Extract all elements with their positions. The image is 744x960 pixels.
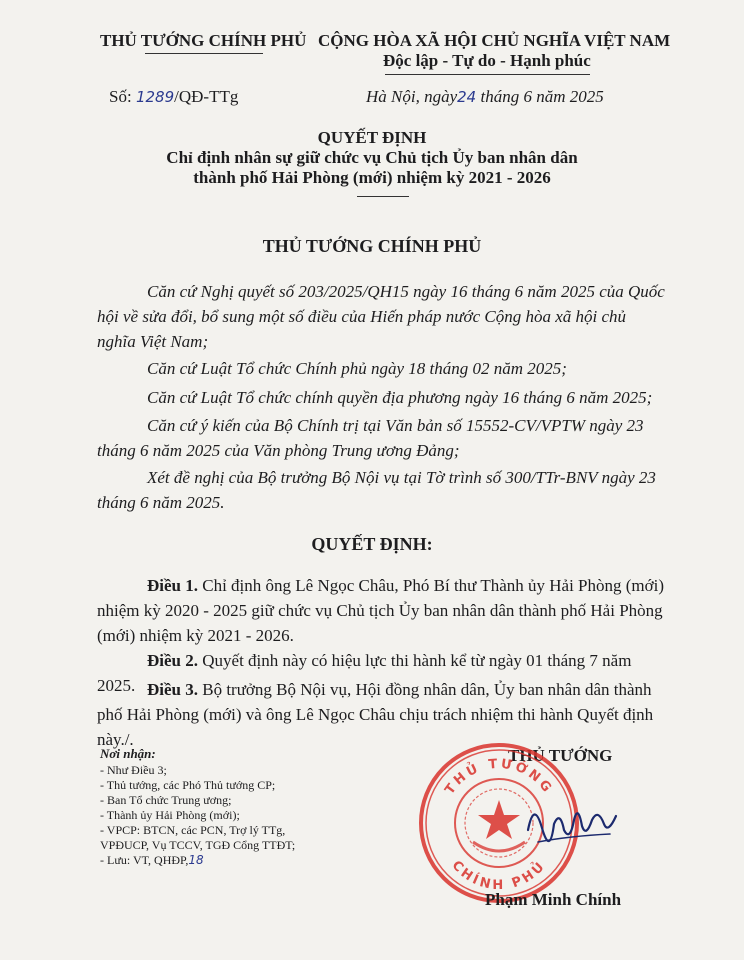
recipient-item: - Thủ tướng, các Phó Thủ tướng CP; xyxy=(100,778,276,792)
number-prefix: Số: xyxy=(109,87,132,106)
legal-basis-5: Xét đề nghị của Bộ trưởng Bộ Nội vụ tại Tờ trình số 300/TTr-BNV ngày 23 tháng 6 năm 2025. xyxy=(97,468,656,512)
handwritten-signature-icon xyxy=(520,790,620,860)
article-3-label: Điều 3. xyxy=(147,680,198,699)
handwritten-mark: 18 xyxy=(188,853,204,867)
legal-basis-1: Căn cứ Nghị quyết số 203/2025/QH15 ngày 16 tháng 6 năm 2025 của Quốc hội về sửa đổi, bổ sung một số điều của Hiến pháp nước Cộng hòa xã hội chủ nghĩa Việt Nam; xyxy=(97,282,665,351)
signer-title: THỦ TƯỚNG xyxy=(508,746,613,765)
article-2-label: Điều 2. xyxy=(147,651,198,670)
article-1-text: Chỉ định ông Lê Ngọc Châu, Phó Bí thư Thành ủy Hải Phòng (mới) nhiệm kỳ 2020 - 2025 giữ chức vụ Chủ tịch Ủy ban nhân dân thành phố Hải Phòng (mới) nhiệm kỳ 2021 - 2026. xyxy=(97,576,665,645)
recipient-item: - Ban Tổ chức Trung ương; xyxy=(100,793,232,807)
agency-name: THỦ TƯỚNG CHÍNH PHỦ xyxy=(100,31,307,50)
national-motto: Độc lập - Tự do - Hạnh phúc xyxy=(383,51,591,70)
recipient-item: - Thành ủy Hải Phòng (mới); xyxy=(100,808,240,822)
legal-basis-3: Căn cứ Luật Tổ chức chính quyền địa phương ngày 16 tháng 6 năm 2025; xyxy=(147,388,653,407)
document-number xyxy=(109,87,238,107)
handwritten-number: 1289 xyxy=(135,88,175,106)
legal-basis-2: Căn cứ Luật Tổ chức Chính phủ ngày 18 tháng 02 năm 2025; xyxy=(147,359,567,378)
document-type: QUYẾT ĐỊNH xyxy=(317,128,427,147)
date-prefix: Hà Nội, ngày xyxy=(366,87,458,106)
title-underline xyxy=(357,196,409,197)
article-1-label: Điều 1. xyxy=(147,576,198,595)
recipients-heading: Nơi nhận: xyxy=(100,746,156,761)
recipient-item: - Như Điều 3; xyxy=(100,763,167,777)
article-3 xyxy=(97,677,667,752)
recipient-item: - Lưu: VT, QHĐP,18 xyxy=(100,853,204,867)
recipients-block xyxy=(100,746,360,868)
recipient-item: VPĐUCP, Vụ TCCV, TGĐ Cổng TTĐT; xyxy=(100,838,296,852)
legal-basis-4: Căn cứ ý kiến của Bộ Chính trị tại Văn bản số 15552-CV/VPTW ngày 23 tháng 6 năm 2025 của Văn phòng Trung ương Đảng; xyxy=(97,416,644,460)
issuer-heading: THỦ TƯỚNG CHÍNH PHỦ xyxy=(262,236,482,256)
agency-underline xyxy=(145,53,263,54)
issue-date xyxy=(366,87,604,107)
article-1 xyxy=(97,573,667,648)
country-name: CỘNG HÒA XÃ HỘI CHỦ NGHĨA VIỆT NAM xyxy=(318,31,671,50)
svg-text:THỦ TƯỚNG: THỦ TƯỚNG xyxy=(442,756,556,798)
decide-heading: QUYẾT ĐỊNH: xyxy=(311,534,433,554)
subject-line-2: thành phố Hải Phòng (mới) nhiệm kỳ 2021 - 2026 xyxy=(193,168,551,187)
motto-underline xyxy=(385,74,590,75)
article-2-text: Quyết định này có hiệu lực thi hành kể từ ngày 01 tháng 7 năm 2025. xyxy=(97,651,632,695)
number-suffix: /QĐ-TTg xyxy=(174,87,239,106)
subject-line-1: Chỉ định nhân sự giữ chức vụ Chủ tịch Ủy ban nhân dân xyxy=(166,148,578,167)
svg-text:CHÍNH PHỦ: CHÍNH PHỦ xyxy=(448,857,550,894)
recipient-item: - VPCP: BTCN, các PCN, Trợ lý TTg, xyxy=(100,823,286,837)
handwritten-day: 24 xyxy=(457,88,477,106)
signer-name: Phạm Minh Chính xyxy=(485,890,622,909)
article-3-text: Bộ trưởng Bộ Nội vụ, Hội đồng nhân dân, Ủy ban nhân dân thành phố Hải Phòng (mới) và ông Lê Ngọc Châu chịu trách nhiệm thi hành Quyết định này./. xyxy=(97,680,654,749)
date-suffix: tháng 6 năm 2025 xyxy=(480,87,604,106)
